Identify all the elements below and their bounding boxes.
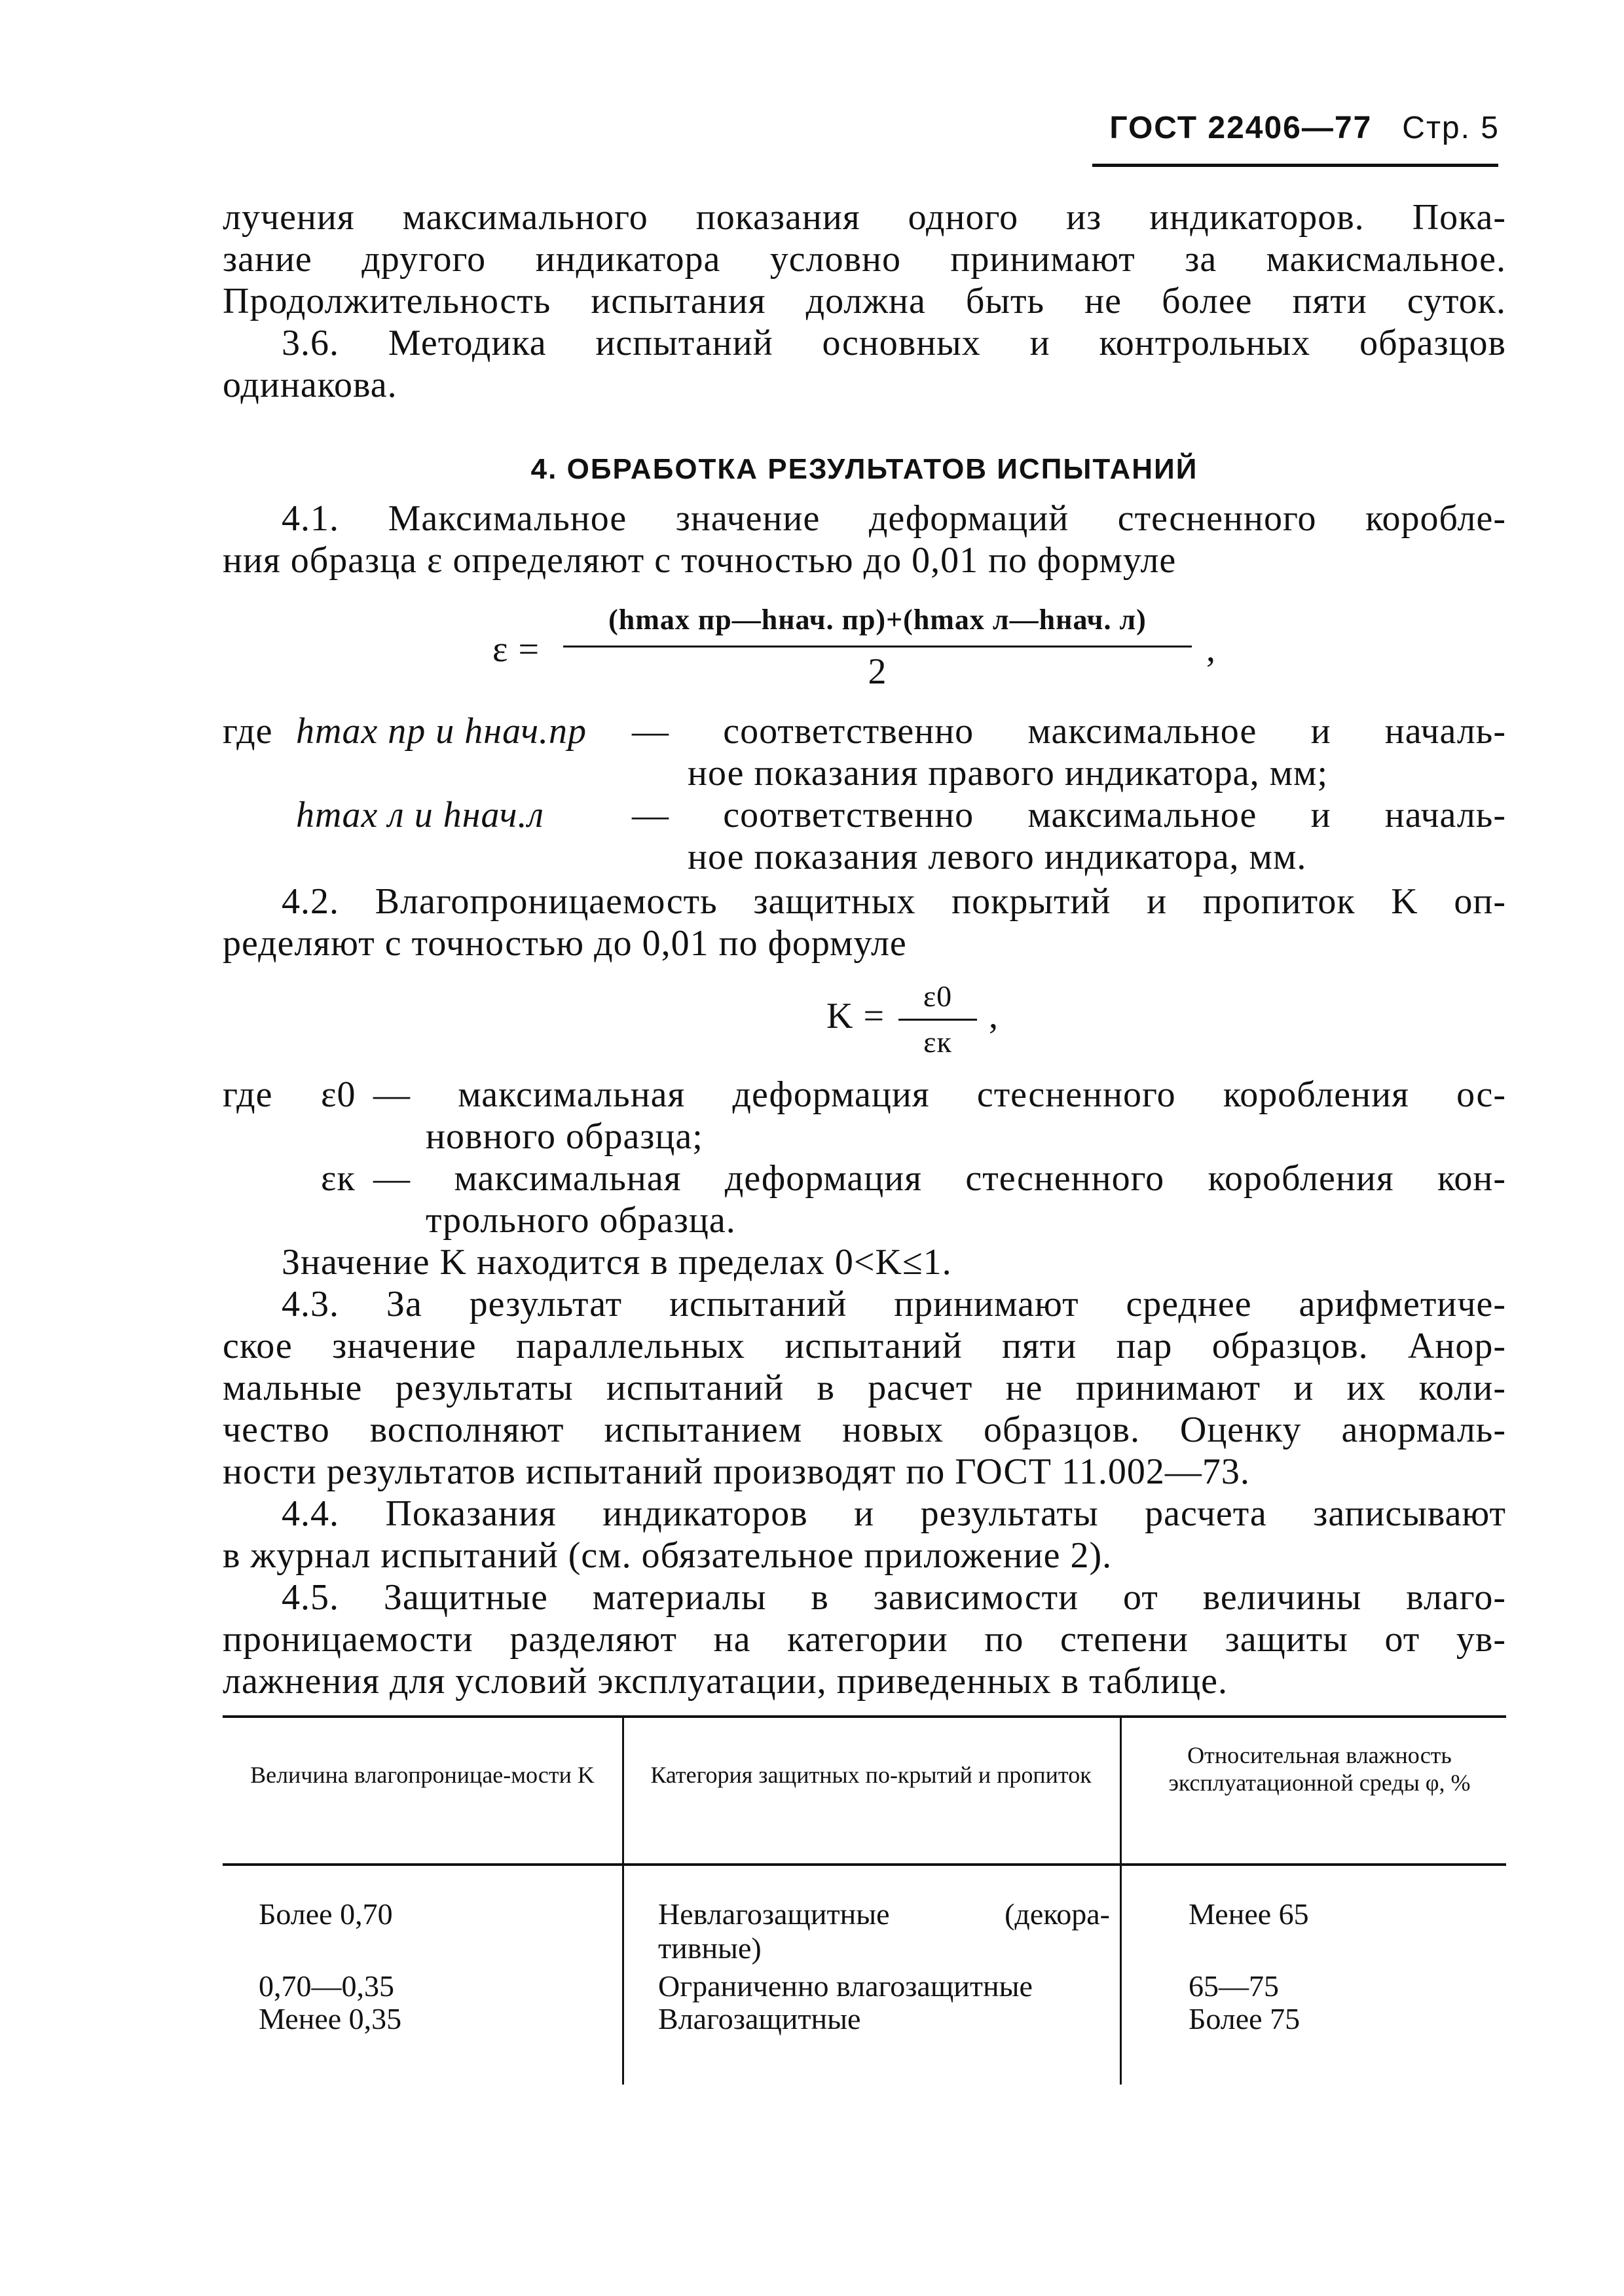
cell-k: Менее 0,35	[259, 2002, 402, 2035]
column-header-category: Категория защитных по-крытий и пропиток	[650, 1762, 1092, 1788]
formula-comma: ,	[989, 996, 999, 1036]
cell-category: Ограниченно влагозащитные	[658, 1969, 1033, 2003]
clause-4-2-line: ределяют с точностью до 0,01 по формуле	[223, 923, 907, 964]
paragraph-line: одинакова.	[223, 365, 397, 405]
formula-k-lhs: K =	[826, 996, 885, 1036]
def-symbol: ε0	[321, 1074, 356, 1115]
fraction-bar	[563, 646, 1192, 647]
fraction-bar	[898, 1019, 977, 1021]
paragraph-line: 3.6. Методика испытаний основных и контрольных образцов	[282, 323, 1506, 363]
def-symbol: hmax пр и hнач.пр	[296, 711, 587, 752]
cell-humidity: Менее 65	[1189, 1897, 1309, 1931]
def-text-line: новного образца;	[426, 1116, 703, 1157]
clause-4-3-line: мальные результаты испытаний в расчет не принимают и их коли-	[223, 1368, 1506, 1408]
where-label: где	[223, 711, 273, 752]
formula-epsilon-lhs: ε =	[492, 629, 540, 670]
page-number: Стр. 5	[1402, 111, 1500, 145]
standard-number: ГОСТ 22406—77	[1109, 111, 1373, 145]
formula-epsilon-numerator: (hmax пр—hнач. пр)+(hmax л—hнач. л)	[608, 604, 1147, 636]
def-text-line: трольного образца.	[426, 1200, 736, 1241]
clause-4-5-line: лажнения для условий эксплуатации, приведенных в таблице.	[223, 1661, 1228, 1702]
clause-4-5-line: 4.5. Защитные материалы в зависимости от величины влаго-	[282, 1577, 1506, 1618]
clause-4-3-line: чество восполняют испытанием новых образцов. Оценку анормаль-	[223, 1410, 1506, 1450]
table-column-divider	[1120, 1718, 1122, 2085]
clause-4-4-line: 4.4. Показания индикаторов и результаты расчета записывают	[282, 1493, 1506, 1534]
clause-4-3-line: ское значение параллельных испытаний пяти пар образцов. Анор-	[223, 1326, 1506, 1366]
def-text-line: — соответственно максимальное и началь-	[632, 795, 1506, 835]
def-text-line: — соответственно максимальное и началь-	[632, 711, 1506, 752]
formula-k-denominator: εк	[923, 1025, 952, 1059]
cell-k: Более 0,70	[259, 1897, 393, 1931]
cell-k: 0,70—0,35	[259, 1969, 394, 2003]
cell-category: Влагозащитные	[658, 2002, 861, 2035]
column-header-humidity: Относительная влажность эксплуатационной среды φ, %	[1168, 1742, 1471, 1796]
formula-k-numerator: ε0	[923, 979, 953, 1013]
def-text-line: ное показания левого индикатора, мм.	[688, 837, 1307, 877]
paragraph-line: лучения максимального показания одного из индикаторов. Пока-	[223, 197, 1506, 238]
cell-humidity: 65—75	[1189, 1969, 1279, 2003]
def-symbol: εк	[321, 1158, 356, 1199]
page-header	[1094, 110, 1500, 146]
table-column-divider	[622, 1718, 624, 2085]
clause-4-1-line: 4.1. Максимальное значение деформаций стесненного коробле-	[282, 498, 1506, 539]
column-header-k: Величина влагопроницае-мости K	[250, 1762, 595, 1788]
cell-category: тивные)	[658, 1931, 762, 1965]
paragraph-line: Продолжительность испытания должна быть не более пяти суток.	[223, 281, 1506, 321]
clause-4-2-line: 4.2. Влагопроницаемость защитных покрытий и пропиток K оп-	[282, 881, 1506, 922]
cell-category: Невлагозащитные (декора-	[658, 1897, 1110, 1931]
clause-4-1-line: ния образца ε определяют с точностью до 0,01 по формуле	[223, 540, 1177, 581]
table-top-rule	[223, 1715, 1506, 1718]
clause-4-5-line: проницаемости разделяют на категории по степени защиты от ув-	[223, 1619, 1506, 1660]
def-symbol: hmax л и hнач.л	[296, 795, 544, 835]
table-header-rule	[223, 1863, 1506, 1866]
clause-4-4-line: в журнал испытаний (см. обязательное приложение 2).	[223, 1535, 1113, 1576]
k-range-statement: Значение K находится в пределах 0<K≤1.	[282, 1242, 952, 1283]
clause-4-3-line: 4.3. За результат испытаний принимают среднее арифметиче-	[282, 1284, 1506, 1324]
paragraph-line: зание другого индикатора условно принимают за макисмальное.	[223, 239, 1506, 280]
formula-epsilon-denominator: 2	[868, 651, 887, 692]
def-text-line: — максимальная деформация стесненного коробления кон-	[373, 1158, 1506, 1199]
where-label: где	[223, 1074, 273, 1115]
def-text-line: ное показания правого индикатора, мм;	[688, 753, 1329, 793]
section-title: 4. ОБРАБОТКА РЕЗУЛЬТАТОВ ИСПЫТАНИЙ	[530, 453, 1198, 485]
clause-4-3-line: ности результатов испытаний производят по ГОСТ 11.002—73.	[223, 1451, 1250, 1492]
cell-humidity: Более 75	[1189, 2002, 1301, 2035]
header-rule	[1092, 164, 1498, 167]
def-text-line: — максимальная деформация стесненного коробления ос-	[373, 1074, 1506, 1115]
formula-comma: ,	[1206, 629, 1216, 670]
